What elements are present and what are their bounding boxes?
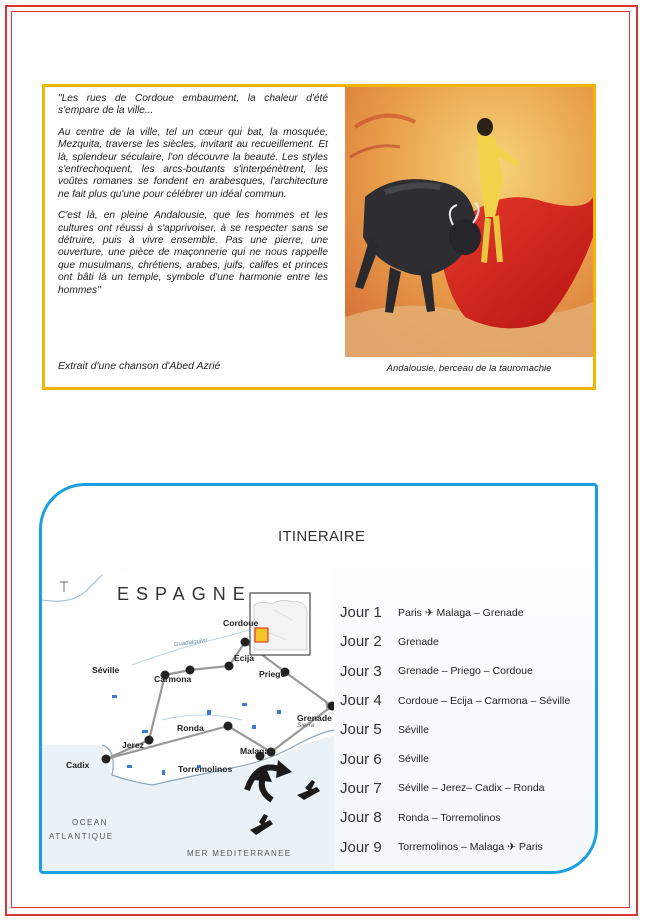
day-route: Cordoue – Ecija – Carmona – Séville — [398, 694, 571, 707]
city-ronda: Ronda — [177, 723, 204, 733]
city-ecija: Ecija — [234, 653, 255, 663]
spain-map — [42, 570, 334, 870]
day-route: Séville – Jerez– Cadix – Ronda — [398, 782, 545, 795]
map-sierra-label: Sierra — [297, 722, 315, 729]
map-ocean-label: OCEAN — [72, 818, 108, 827]
quote-text — [58, 93, 328, 306]
day-route: Grenade – Priego – Cordoue — [398, 665, 533, 678]
day-row-5 — [340, 715, 590, 744]
day-label: Jour 7 — [340, 779, 382, 797]
city-torremolinos: Torremolinos — [178, 764, 233, 774]
day-label: Jour 2 — [340, 633, 382, 651]
day-route: Torremolinos – Malaga ✈ Paris — [398, 841, 543, 854]
bullfight-painting-svg — [345, 87, 593, 357]
day-label: Jour 1 — [340, 604, 382, 622]
city-grenade: Grenade — [297, 713, 332, 723]
city-carmona: Carmona — [154, 674, 192, 684]
city-jerez: Jerez — [122, 740, 144, 750]
day-label: Jour 4 — [340, 692, 382, 710]
day-row-9 — [340, 832, 590, 861]
city-cadix: Cadix — [66, 760, 90, 770]
day-route: Séville — [398, 753, 429, 766]
city-malaga: Malaga — [240, 746, 270, 756]
quote-source: Extrait d'une chanson d'Abed Azrié — [58, 360, 221, 372]
quote-paragraph-2: Au centre de la ville, tel un cœur qui bat, la mosquée, Mezquita, traverse les siècles, invitant au recueillement. Et là, splendeur séculaire, l'on découvre la beauté. Les styles s'entrechoquent, les arcs-boutants s'interpénètrent, les voûtes romanes se fondent en arabesques, l'architecture ne fait plus qu'une pour célébrer un idéal commun. — [58, 126, 328, 200]
day-row-3 — [340, 657, 590, 686]
day-route: Ronda – Torremolinos — [398, 811, 501, 824]
itinerary-card — [39, 483, 598, 874]
quote-card — [42, 84, 596, 390]
city-priego: Priego — [259, 669, 286, 679]
day-label: Jour 9 — [340, 838, 382, 856]
day-row-6 — [340, 744, 590, 773]
day-route: Grenade — [398, 635, 439, 648]
day-label: Jour 3 — [340, 662, 382, 680]
painting-caption: Andalousie, berceau de la tauromachie — [386, 363, 552, 374]
itinerary-day-list — [340, 598, 590, 862]
day-row-1 — [340, 598, 590, 627]
bullfight-painting — [345, 87, 593, 357]
day-route: Paris ✈ Malaga – Grenade — [398, 606, 524, 619]
quote-paragraph-1: "Les rues de Cordoue embaument, la chaleur d'été s'empare de la ville... — [58, 93, 328, 117]
city-seville: Séville — [92, 665, 120, 675]
city-cordoue: Cordoue — [223, 618, 259, 628]
day-label: Jour 5 — [340, 721, 382, 739]
day-row-8 — [340, 803, 590, 832]
map-ocean-label-2: ATLANTIQUE — [49, 832, 114, 841]
day-label: Jour 6 — [340, 750, 382, 768]
day-row-7 — [340, 774, 590, 803]
quote-paragraph-3: C'est là, en pleine Andalousie, que les hommes et les cultures ont réussi à s'apprivoiser, à se respecter sans se détruire, puis à vivre ensemble. Pas une pierre, une ouverture, une pièce de maçonnerie qui ne nous rappelle que musulmans, chrétiens, arabes, juifs, califes et princes ont bâti là un temple, symbole d'une harmonie entre les hommes" — [58, 210, 328, 296]
day-row-2 — [340, 627, 590, 656]
day-row-4 — [340, 686, 590, 715]
map-sea-label: MER MEDITERRANEE — [187, 849, 292, 858]
map-country-label: ESPAGNE — [117, 584, 252, 604]
day-route: Séville — [398, 723, 429, 736]
map-river-label: Guadalquivir — [173, 637, 208, 649]
itinerary-title: ITINERAIRE — [278, 528, 366, 545]
day-label: Jour 8 — [340, 809, 382, 827]
